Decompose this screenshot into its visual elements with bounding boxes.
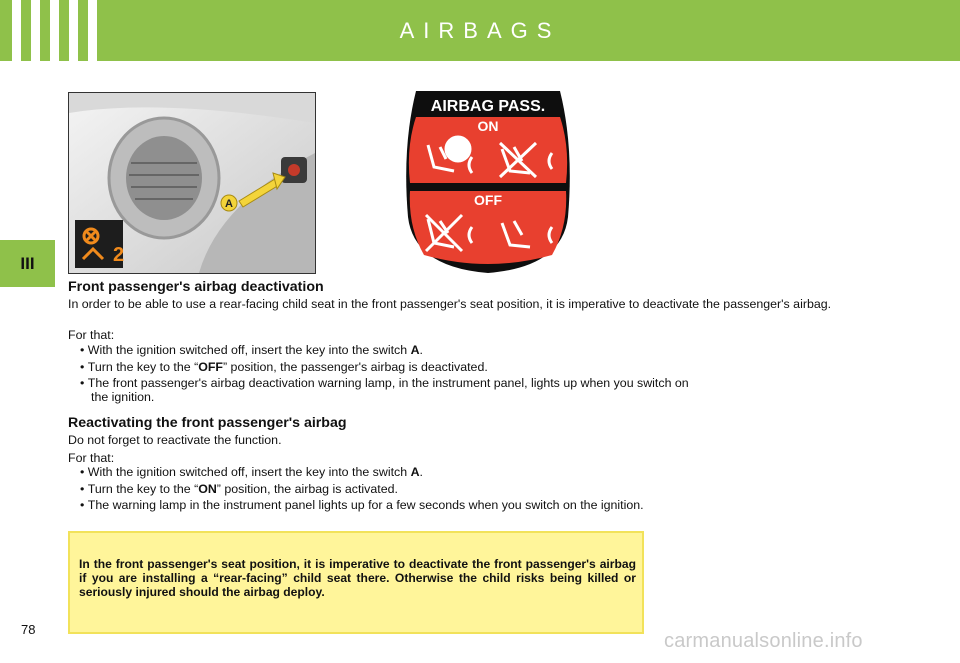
section2-bullet-3: • The warning lamp in the instrument panel lights up for a few seconds when you switch on the ignition. <box>80 498 644 512</box>
warning-box <box>68 531 644 634</box>
warning-lamp-icon: 2 <box>113 244 125 266</box>
airbag-pass-label <box>402 87 574 275</box>
section-heading-deactivation: Front passenger's airbag deactivation <box>68 279 324 295</box>
airbag-pass-title: AIRBAG PASS. <box>430 98 546 115</box>
chapter-tab[interactable]: III <box>0 240 55 287</box>
warning-text: In the front passenger's seat position, it is imperative to deactivate the front passenger's airbag if you are installing a “rear-facing” child seat there. Otherwise the child risks being killed or seriously injured should the airbag deploy. <box>79 557 636 599</box>
section1-intro: In order to be able to use a rear-facing child seat in the front passenger's seat position, it is imperative to deactivate the passenger's airbag. <box>68 297 832 311</box>
section-heading-reactivation: Reactivating the front passenger's airbag <box>68 415 347 431</box>
dashboard-photo <box>68 92 316 274</box>
section1-bullet-1: • With the ignition switched off, insert the key into the switch A. <box>80 343 423 357</box>
dashboard-illustration <box>69 93 315 273</box>
section2-bullet-1: • With the ignition switched off, insert the key into the switch A. <box>80 465 423 479</box>
section1-bullet-2: • Turn the key to the “OFF” position, the passenger's airbag is deactivated. <box>80 360 488 374</box>
watermark: carmanualsonline.info <box>664 630 863 652</box>
section2-intro: Do not forget to reactivate the function. <box>68 433 282 447</box>
section1-bullet-3: • The front passenger's airbag deactivation warning lamp, in the instrument panel, lights up when you switch on the ignition. <box>80 376 689 404</box>
section2-for-that: For that: <box>68 451 115 465</box>
switch-callout-label: A <box>225 198 233 210</box>
airbag-off-label: OFF <box>474 192 502 208</box>
section2-bullet-2: • Turn the key to the “ON” position, the airbag is activated. <box>80 482 398 496</box>
airbag-pass-illustration <box>402 87 574 275</box>
page-number: 78 <box>21 622 36 637</box>
airbag-on-label: ON <box>477 118 499 134</box>
header-bar <box>0 0 960 61</box>
page-title: AIRBAGS <box>399 18 561 43</box>
section1-for-that: For that: <box>68 328 115 342</box>
